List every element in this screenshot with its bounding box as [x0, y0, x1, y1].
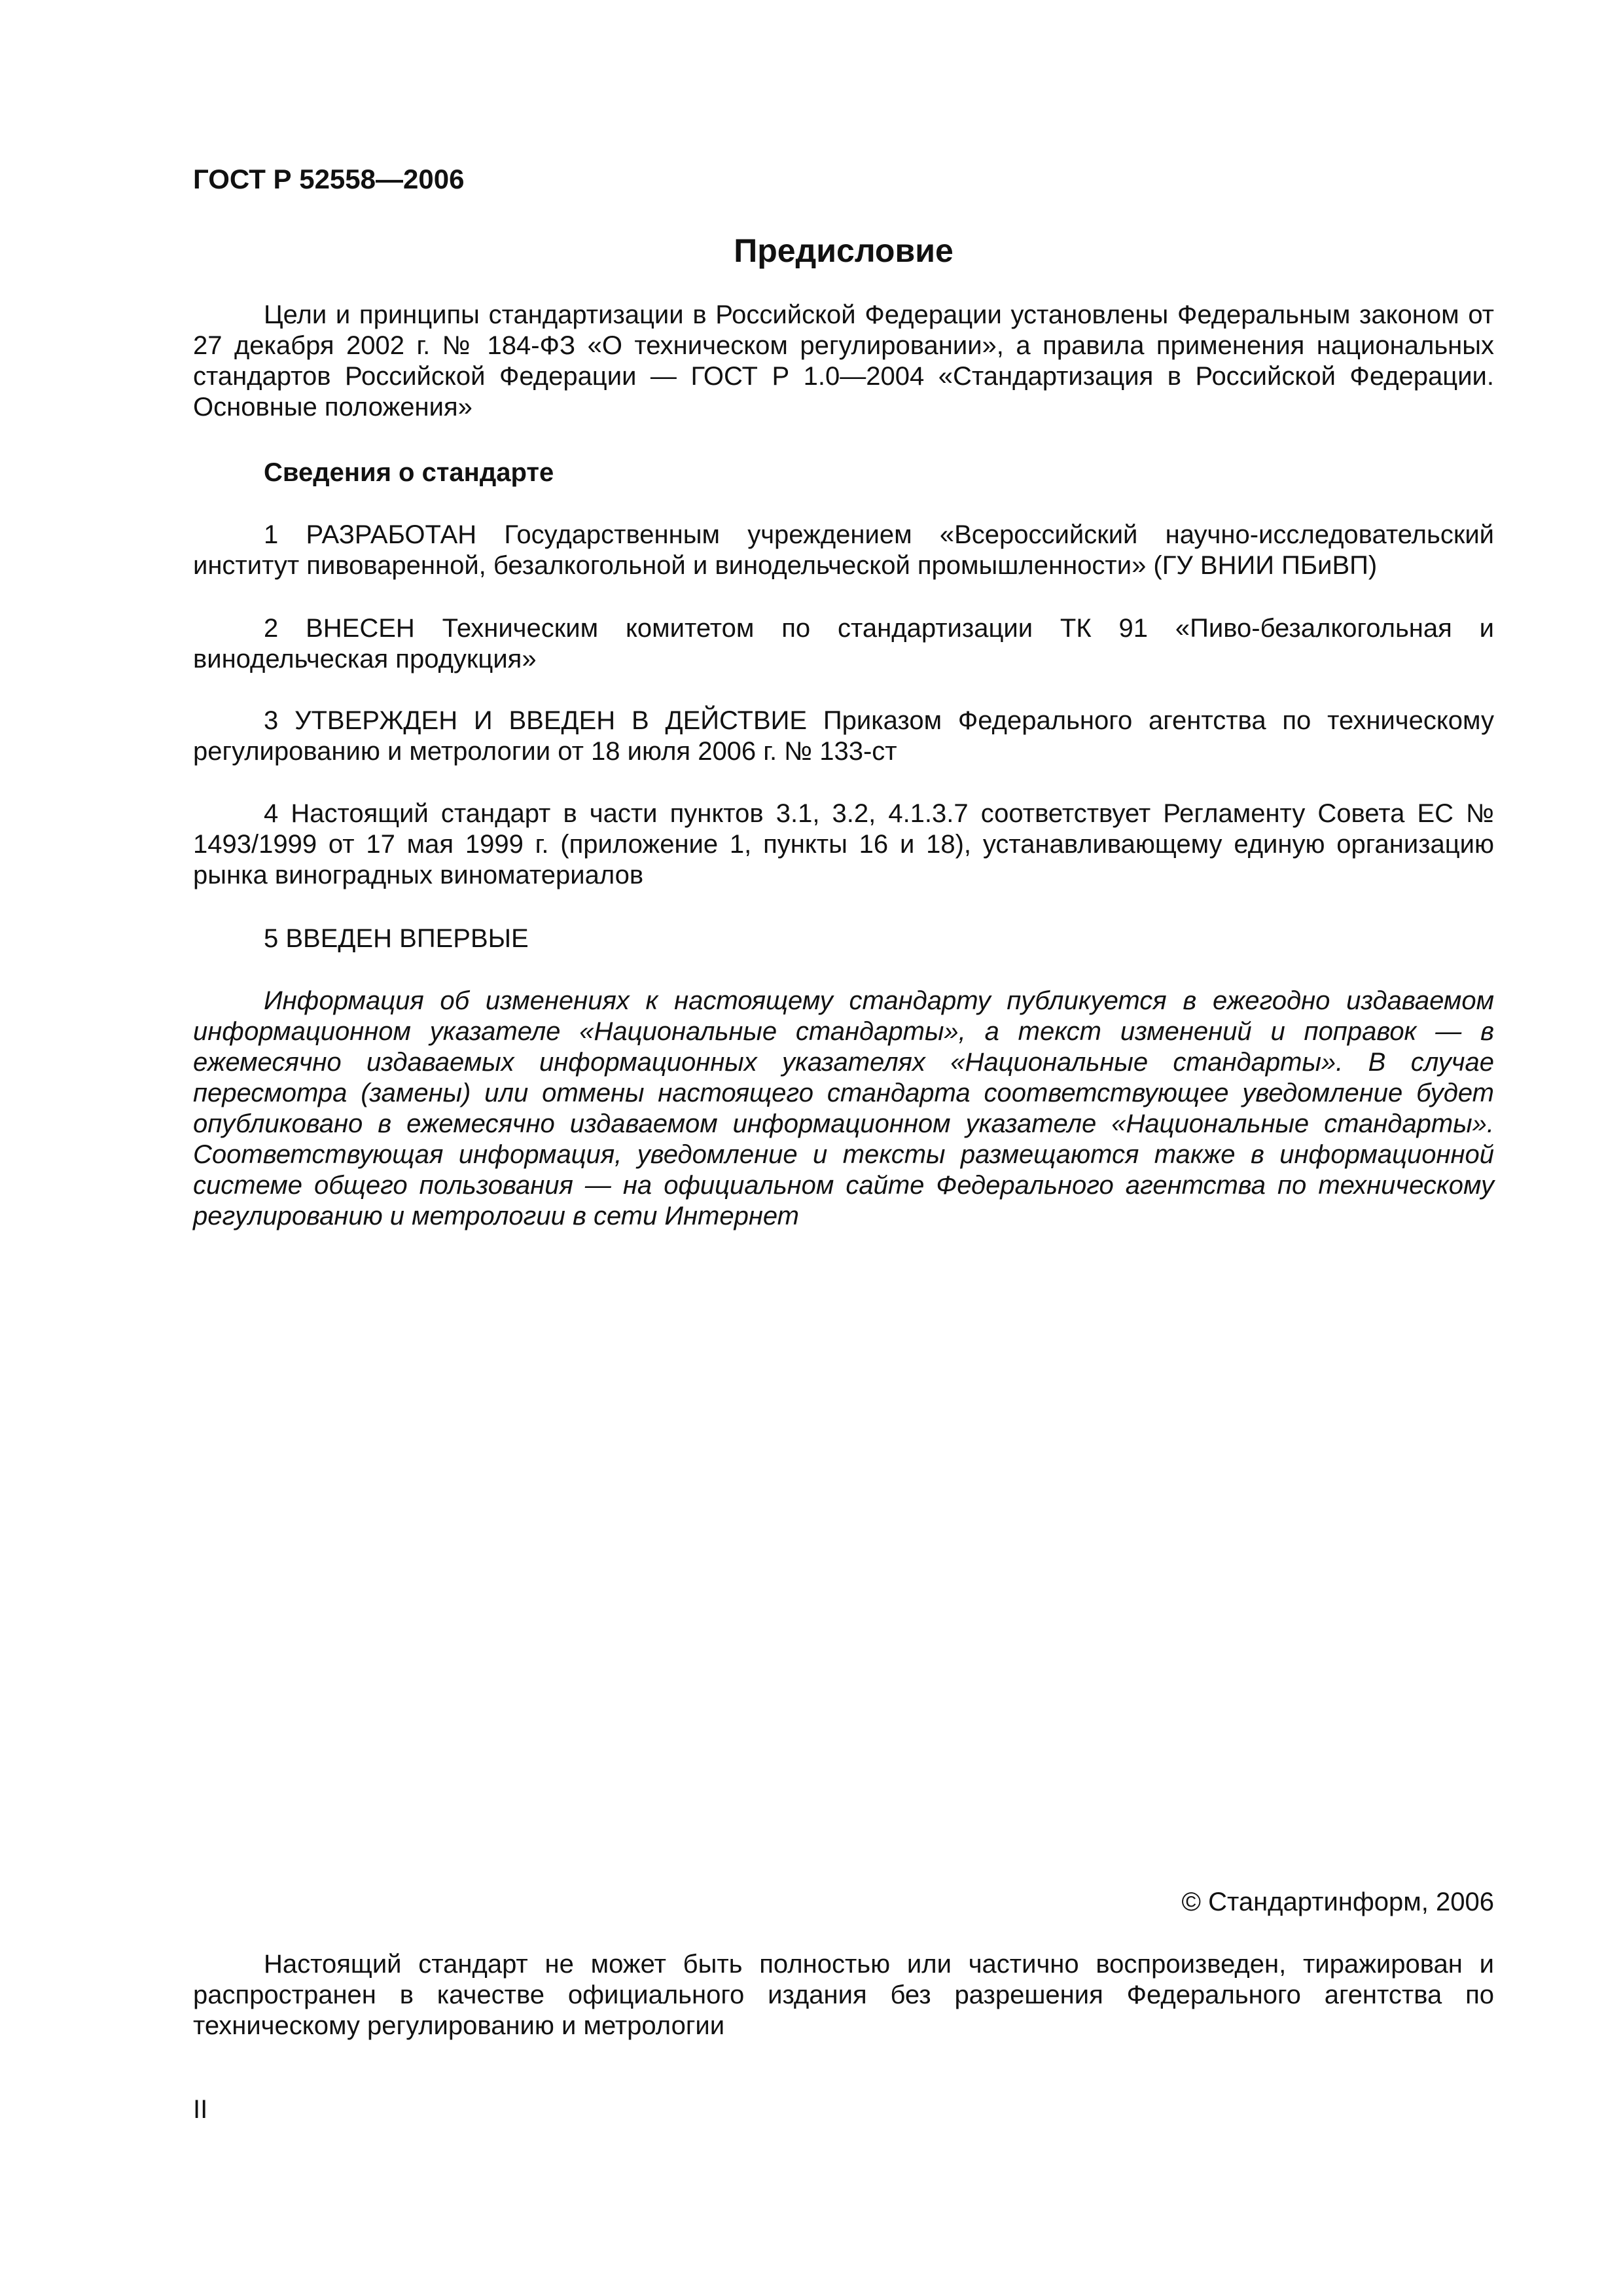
- info-item-2: 2 ВНЕСЕН Техническим комитетом по стандартизации ТК 91 «Пиво-безалкогольная и винодельческая продукция»: [193, 614, 1494, 673]
- reproduction-notice: Настоящий стандарт не может быть полностью или частично воспроизведен, тиражирован и распространен в качестве официального издания без разрешения Федерального агентства по техническому регулированию и метрологии: [193, 1950, 1494, 2040]
- document-code: ГОСТ Р 52558—2006: [193, 164, 465, 194]
- standard-info-heading: Сведения о стандарте: [264, 458, 554, 487]
- info-notice-paragraph: Информация об изменениях к настоящему стандарту публикуется в ежегодно издаваемом информационном указателе «Национальные стандарты», а текст изменений и поправок — в ежемесячно издаваемых информационных указателях «Национальные стандарты». В случае пересмотра (замены) или отмены настоящего стандарта соответствующее уведомление будет опубликовано в ежемесячно издаваемом информационном указателе «Национальные стандарты». Соответствующая информация, уведомление и тексты размещаются также в информационной системе общего пользования — на официальном сайте Федерального агентства по техническому регулированию и метрологии в сети Интернет: [193, 986, 1494, 1230]
- page-number: II: [193, 2095, 208, 2124]
- info-item-1: 1 РАЗРАБОТАН Государственным учреждением «Всероссийский научно-исследовательский институт пивоваренной, безалкогольной и винодельческой промышленности» (ГУ ВНИИ ПБиВП): [193, 520, 1494, 580]
- intro-paragraph: Цели и принципы стандартизации в Российской Федерации установлены Федеральным законом от 27 декабря 2002 г. № 184-ФЗ «О техническом регулировании», а правила применения национальных стандартов Российской Федерации — ГОСТ Р 1.0—2004 «Стандартизация в Российской Федерации. Основные положения»: [193, 300, 1494, 422]
- info-item-3: 3 УТВЕРЖДЕН И ВВЕДЕН В ДЕЙСТВИЕ Приказом Федерального агентства по техническому регулированию и метрологии от 18 июля 2006 г. № 133-ст: [193, 706, 1494, 766]
- info-item-5: 5 ВВЕДЕН ВПЕРВЫЕ: [264, 924, 529, 953]
- page-title: Предисловие: [734, 232, 954, 269]
- info-item-4: 4 Настоящий стандарт в части пунктов 3.1, 3.2, 4.1.3.7 соответствует Регламенту Совета ЕС № 1493/1999 от 17 мая 1999 г. (приложение 1, пункты 16 и 18), устанавливающему единую организацию рынка виноградных виноматериалов: [193, 799, 1494, 889]
- copyright-notice: © Стандартинформ, 2006: [1181, 1888, 1494, 1916]
